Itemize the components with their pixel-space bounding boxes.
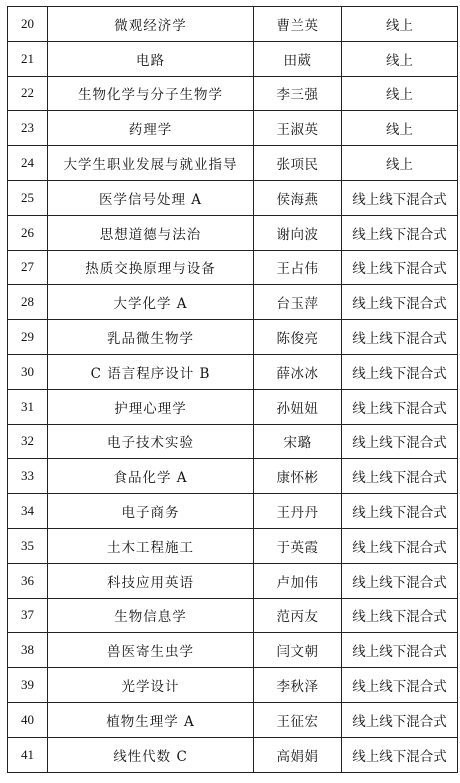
- teacher-name: 王征宏: [254, 702, 342, 737]
- table-row: [8, 7, 458, 42]
- course-name: 生物信息学: [48, 598, 254, 633]
- course-name: 大学化学 A: [48, 285, 254, 320]
- teaching-mode: 线上: [342, 76, 458, 111]
- row-number: 39: [8, 668, 48, 703]
- teaching-mode: 线上线下混合式: [342, 563, 458, 598]
- table-row: [8, 702, 458, 737]
- row-number: 20: [8, 7, 48, 42]
- table-row: [8, 111, 458, 146]
- row-number: 33: [8, 459, 48, 494]
- teacher-name: 谢向波: [254, 215, 342, 250]
- teaching-mode: 线上线下混合式: [342, 424, 458, 459]
- course-name: 热质交换原理与设备: [48, 250, 254, 285]
- teaching-mode: 线上线下混合式: [342, 598, 458, 633]
- course-name: 电子技术实验: [48, 424, 254, 459]
- course-name: 护理心理学: [48, 389, 254, 424]
- row-number: 32: [8, 424, 48, 459]
- course-name: 科技应用英语: [48, 563, 254, 598]
- course-name: 药理学: [48, 111, 254, 146]
- teacher-name: 田葳: [254, 41, 342, 76]
- table-row: [8, 424, 458, 459]
- teacher-name: 曹兰英: [254, 7, 342, 42]
- row-number: 21: [8, 41, 48, 76]
- teaching-mode: 线上: [342, 111, 458, 146]
- table-row: [8, 389, 458, 424]
- course-name: 线性代数 C: [48, 737, 254, 772]
- teacher-name: 张项民: [254, 146, 342, 181]
- teaching-mode: 线上线下混合式: [342, 320, 458, 355]
- teacher-name: 康怀彬: [254, 459, 342, 494]
- teaching-mode: 线上线下混合式: [342, 250, 458, 285]
- table-row: [8, 146, 458, 181]
- teacher-name: 台玉萍: [254, 285, 342, 320]
- table-row: [8, 598, 458, 633]
- table-row: [8, 459, 458, 494]
- row-number: 25: [8, 180, 48, 215]
- table-row: [8, 633, 458, 668]
- row-number: 28: [8, 285, 48, 320]
- row-number: 36: [8, 563, 48, 598]
- course-name: 医学信号处理 A: [48, 180, 254, 215]
- row-number: 26: [8, 215, 48, 250]
- teaching-mode: 线上线下混合式: [342, 494, 458, 529]
- teacher-name: 高娟娟: [254, 737, 342, 772]
- table-row: [8, 250, 458, 285]
- table-row: [8, 215, 458, 250]
- row-number: 37: [8, 598, 48, 633]
- row-number: 23: [8, 111, 48, 146]
- course-name: 微观经济学: [48, 7, 254, 42]
- row-number: 22: [8, 76, 48, 111]
- teaching-mode: 线上线下混合式: [342, 285, 458, 320]
- course-name: 大学生职业发展与就业指导: [48, 146, 254, 181]
- teacher-name: 李秋泽: [254, 668, 342, 703]
- table-row: [8, 180, 458, 215]
- table-row: [8, 76, 458, 111]
- row-number: 40: [8, 702, 48, 737]
- teacher-name: 王丹丹: [254, 494, 342, 529]
- row-number: 41: [8, 737, 48, 772]
- table-row: [8, 41, 458, 76]
- course-table-body: [8, 7, 458, 773]
- table-row: [8, 528, 458, 563]
- row-number: 29: [8, 320, 48, 355]
- table-row: [8, 285, 458, 320]
- teacher-name: 于英霞: [254, 528, 342, 563]
- teacher-name: 闫文朝: [254, 633, 342, 668]
- course-name: 光学设计: [48, 668, 254, 703]
- teacher-name: 侯海燕: [254, 180, 342, 215]
- teacher-name: 范丙友: [254, 598, 342, 633]
- table-row: [8, 494, 458, 529]
- teaching-mode: 线上线下混合式: [342, 459, 458, 494]
- course-name: 植物生理学 A: [48, 702, 254, 737]
- table-row: [8, 320, 458, 355]
- row-number: 30: [8, 354, 48, 389]
- teaching-mode: 线上线下混合式: [342, 737, 458, 772]
- teaching-mode: 线上线下混合式: [342, 215, 458, 250]
- row-number: 35: [8, 528, 48, 563]
- teacher-name: 薛冰冰: [254, 354, 342, 389]
- teaching-mode: 线上线下混合式: [342, 633, 458, 668]
- teacher-name: 李三强: [254, 76, 342, 111]
- course-name: 乳品微生物学: [48, 320, 254, 355]
- course-table: [7, 6, 458, 773]
- teacher-name: 宋璐: [254, 424, 342, 459]
- table-row: [8, 563, 458, 598]
- course-name: C 语言程序设计 B: [48, 354, 254, 389]
- row-number: 27: [8, 250, 48, 285]
- table-row: [8, 354, 458, 389]
- teacher-name: 陈俊亮: [254, 320, 342, 355]
- row-number: 34: [8, 494, 48, 529]
- teaching-mode: 线上线下混合式: [342, 528, 458, 563]
- teaching-mode: 线上线下混合式: [342, 702, 458, 737]
- teacher-name: 卢加伟: [254, 563, 342, 598]
- course-name: 兽医寄生虫学: [48, 633, 254, 668]
- course-name: 生物化学与分子生物学: [48, 76, 254, 111]
- table-row: [8, 737, 458, 772]
- teaching-mode: 线上: [342, 7, 458, 42]
- teacher-name: 王淑英: [254, 111, 342, 146]
- table-row: [8, 668, 458, 703]
- teacher-name: 孙妞妞: [254, 389, 342, 424]
- teaching-mode: 线上线下混合式: [342, 180, 458, 215]
- course-name: 思想道德与法治: [48, 215, 254, 250]
- row-number: 38: [8, 633, 48, 668]
- teaching-mode: 线上线下混合式: [342, 354, 458, 389]
- teaching-mode: 线上线下混合式: [342, 668, 458, 703]
- teaching-mode: 线上线下混合式: [342, 389, 458, 424]
- course-name: 电子商务: [48, 494, 254, 529]
- course-name: 电路: [48, 41, 254, 76]
- teacher-name: 王占伟: [254, 250, 342, 285]
- row-number: 24: [8, 146, 48, 181]
- teaching-mode: 线上: [342, 146, 458, 181]
- row-number: 31: [8, 389, 48, 424]
- course-name: 食品化学 A: [48, 459, 254, 494]
- teaching-mode: 线上: [342, 41, 458, 76]
- course-name: 土木工程施工: [48, 528, 254, 563]
